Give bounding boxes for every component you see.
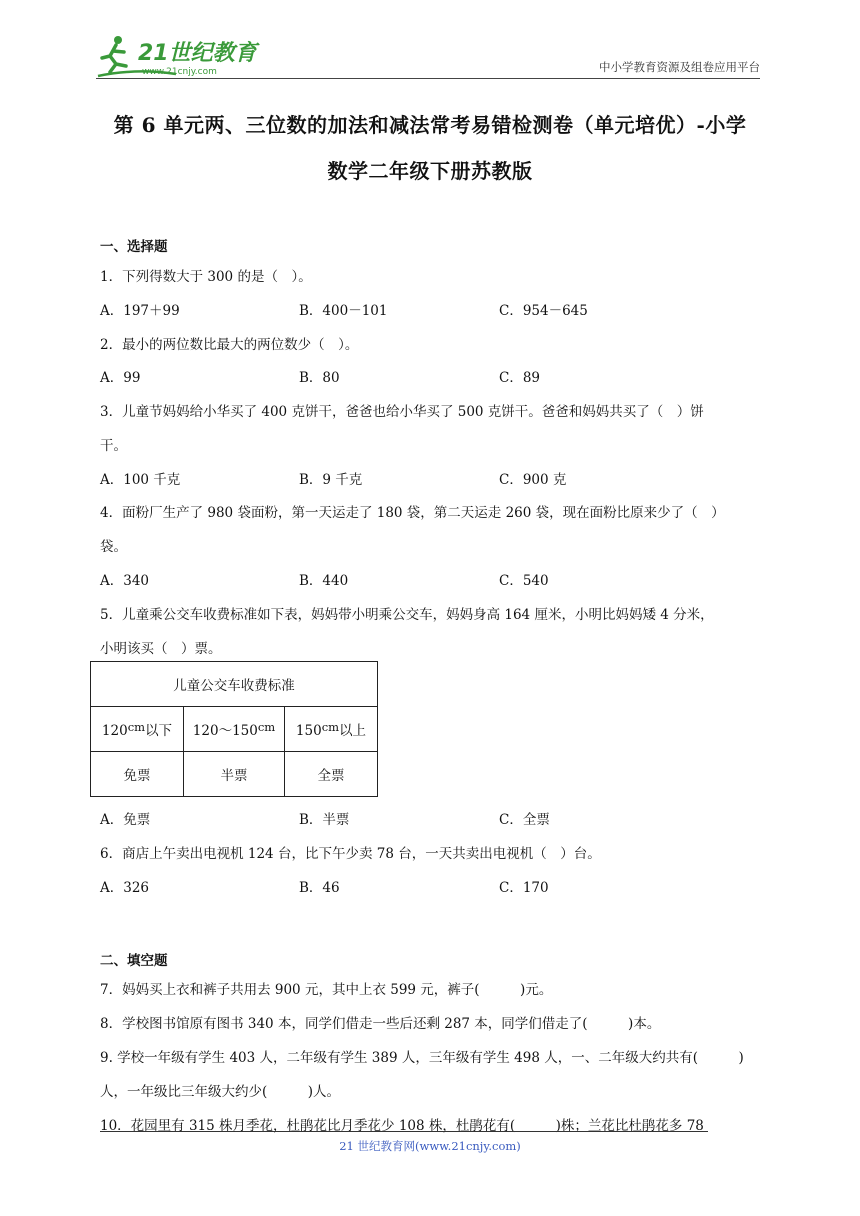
q1-option-b: B．400－101 bbox=[299, 303, 388, 319]
question-2: 2．最小的两位数比最大的两位数少（ ）。 bbox=[100, 337, 359, 353]
q2-option-a: A．99 bbox=[100, 370, 141, 386]
section-heading-choice: 一、选择题 bbox=[100, 239, 168, 255]
fare-cell-free: 免票 bbox=[91, 752, 184, 797]
fare-cell-half: 半票 bbox=[184, 752, 285, 797]
q6-option-b: B．46 bbox=[299, 880, 340, 896]
question-4-line1: 4．面粉厂生产了 980 袋面粉，第一天运走了 180 袋，第二天运走 260 袋，现在面粉比原来少了（ ） bbox=[100, 505, 725, 521]
question-5-line1: 5．儿童乘公交车收费标准如下表，妈妈带小明乘公交车，妈妈身高 164 厘米，小明比妈妈矮 4 分米， bbox=[100, 607, 714, 623]
question-3-line1: 3．儿童节妈妈给小华买了 400 克饼干，爸爸也给小华买了 500 克饼干。爸爸和妈妈共买了（ ）饼 bbox=[100, 404, 704, 420]
q2-option-c: C．89 bbox=[499, 370, 541, 386]
q4-option-c: C．540 bbox=[499, 573, 549, 589]
question-4-line2: 袋。 bbox=[100, 539, 127, 555]
question-1: 1．下列得数大于 300 的是（ ）。 bbox=[100, 269, 312, 285]
fare-table-title: 儿童公交车收费标准 bbox=[91, 662, 378, 707]
q5-option-b: B．半票 bbox=[299, 812, 350, 828]
page-header bbox=[96, 30, 760, 80]
logo bbox=[96, 32, 266, 80]
question-3-line2: 干。 bbox=[100, 438, 127, 454]
q6-option-a: A．326 bbox=[100, 880, 150, 896]
q2-option-b: B．80 bbox=[299, 370, 340, 386]
q4-option-b: B．440 bbox=[299, 573, 349, 589]
question-9-line2: 人，一年级比三年级大约少( )人。 bbox=[100, 1084, 341, 1100]
question-5-line2: 小明该买（ ）票。 bbox=[100, 641, 222, 657]
footer-site[interactable]: 21 世纪教育网(www.21cnjy.com) bbox=[339, 1139, 521, 1153]
footer-divider bbox=[100, 1131, 708, 1132]
section-heading-fill: 二、填空题 bbox=[100, 953, 168, 969]
question-6: 6．商店上午卖出电视机 124 台，比下午少卖 78 台，一天共卖出电视机（ ）台。 bbox=[100, 846, 601, 862]
question-10: 10．花园里有 315 株月季花，杜鹃花比月季花少 108 株，杜鹃花有( )株；兰花比杜鹃花多 78 bbox=[100, 1118, 704, 1134]
q3-option-a: A．100 千克 bbox=[100, 472, 181, 488]
logo-url: www.21cnjy.com bbox=[142, 67, 217, 77]
q5-option-c: C．全票 bbox=[499, 812, 550, 828]
question-8: 8．学校图书馆原有图书 340 本，同学们借走一些后还剩 287 本，同学们借走了( )本。 bbox=[100, 1016, 661, 1032]
fare-cell-full: 全票 bbox=[285, 752, 378, 797]
fare-header-120-150: 120～150cm bbox=[184, 707, 285, 752]
question-9-line1: 9. 学校一年级有学生 403 人，二年级有学生 389 人，三年级有学生 498 人，一、二年级大约共有( ) bbox=[100, 1050, 744, 1066]
q1-option-c: C．954－645 bbox=[499, 303, 588, 319]
header-divider bbox=[96, 78, 760, 79]
q4-option-a: A．340 bbox=[100, 573, 150, 589]
question-7: 7．妈妈买上衣和裤子共用去 900 元，其中上衣 599 元，裤子( )元。 bbox=[100, 982, 553, 998]
doc-title-line2: 数学二年级下册苏教版 bbox=[327, 159, 533, 183]
q1-option-a: A．197＋99 bbox=[100, 303, 180, 319]
platform-name: 中小学教育资源及组卷应用平台 bbox=[599, 60, 760, 74]
q3-option-b: B．9 千克 bbox=[299, 472, 363, 488]
doc-title-line1: 第 6 单元两、三位数的加法和减法常考易错检测卷（单元培优）-小学 bbox=[113, 113, 747, 137]
q3-option-c: C．900 克 bbox=[499, 472, 567, 488]
fare-table bbox=[90, 661, 378, 797]
logo-text: 21世纪教育 bbox=[138, 41, 257, 66]
fare-header-below-120: 120cm以下 bbox=[91, 707, 184, 752]
q6-option-c: C．170 bbox=[499, 880, 549, 896]
fare-header-above-150: 150cm以上 bbox=[285, 707, 378, 752]
q5-option-a: A．免票 bbox=[100, 812, 151, 828]
